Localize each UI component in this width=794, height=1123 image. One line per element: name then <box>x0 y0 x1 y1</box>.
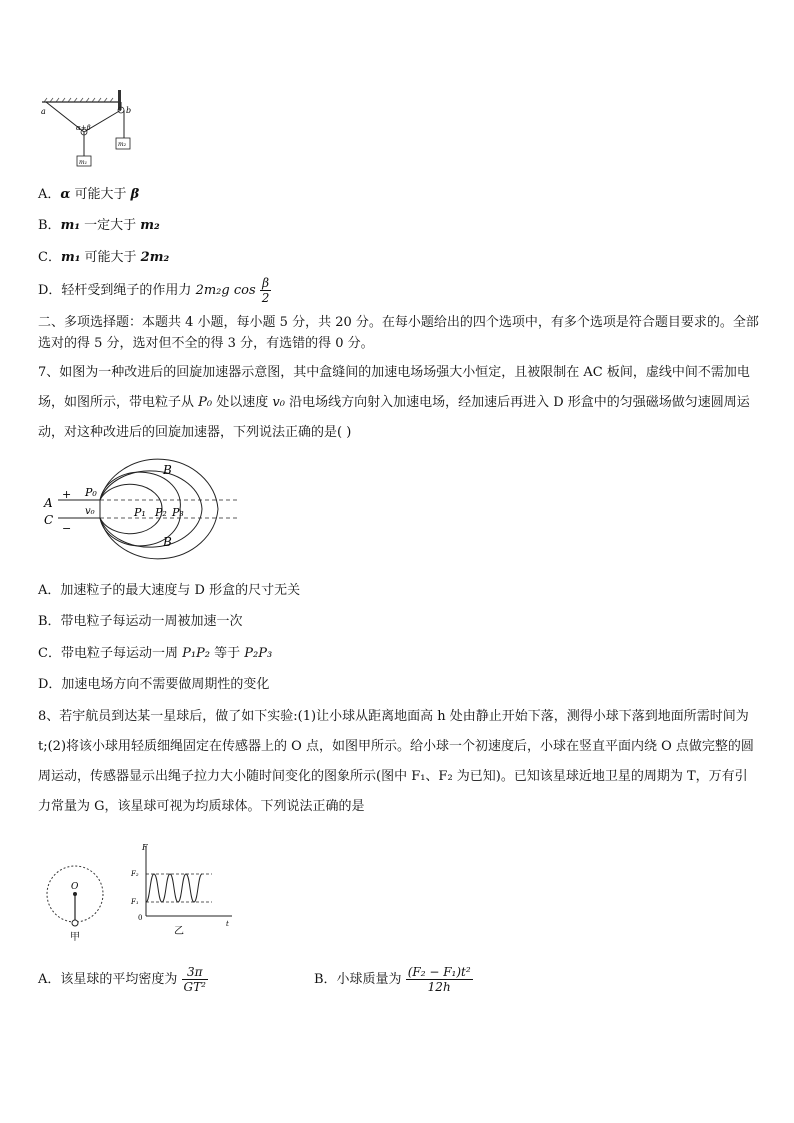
plate-c-label: C <box>44 513 54 527</box>
q7-stem-part1: 7、如图为一种改进后的回旋加速器示意图，其中盒缝间的加速电场场强大小恒定，且被限制在 AC 板间，虚线中间不需加电场，如图所示，带电粒子从 <box>38 365 750 410</box>
p0-label: P₀ <box>85 486 97 499</box>
section-2-header: 二、多项选择题：本题共 4 小题，每小题 5 分，共 20 分。在每小题给出的四个选项中，有多个选项是符合题目要求的。全部选对的得 5 分，选对但不全的得 3 分，有选错的得 0 分。 <box>38 315 759 351</box>
label-a: a <box>41 107 46 116</box>
option-c-segment2: P₂P₃ <box>244 646 273 661</box>
q7-stem-part2: 处以速度 <box>212 395 273 410</box>
option-c-text: 可能大于 <box>80 250 141 265</box>
label-angles: α+β <box>76 124 91 132</box>
fraction-numerator: 3π <box>182 965 208 980</box>
fraction-numerator: (F₂ − F₁)t² <box>407 965 471 979</box>
p1-label: P₁ <box>134 506 146 519</box>
v0-label: v₀ <box>85 506 95 517</box>
label-b: b <box>126 106 132 115</box>
field-b-top-label: B <box>163 463 172 477</box>
option-a-text: 可能大于 <box>70 187 131 202</box>
q6-option-d[interactable] <box>38 276 271 306</box>
q7-option-a[interactable]: A．加速粒子的最大速度与 D 形盒的尺寸无关 <box>38 583 301 598</box>
fraction-numerator: β <box>260 276 272 291</box>
q8-option-a[interactable] <box>38 962 208 998</box>
q7-stem-part3: 沿电场线方向射入加速电场，经加速后再进入 D 形盒中的匀强磁场做匀速圆周运动，对这种改进后的回旋加速器，下列说法正确的是( ) <box>38 395 750 440</box>
origin-label: 0 <box>138 914 143 922</box>
option-b-prefix: B．小球质量为 <box>314 972 402 987</box>
p3-label: P₃ <box>172 506 184 519</box>
option-a-var2: β <box>130 187 140 202</box>
option-c-segment1: P₁P₂ <box>182 646 211 661</box>
label-m1: m₁ <box>79 159 88 166</box>
option-a-prefix: A．该星球的平均密度为 <box>38 972 178 987</box>
option-b-var2: m₂ <box>140 218 160 233</box>
q8-option-b[interactable] <box>314 962 473 998</box>
cyclotron-figure <box>38 452 248 572</box>
minus-sign: − <box>62 522 72 535</box>
option-c-var1: m₁ <box>60 250 81 265</box>
q6-option-c[interactable] <box>38 249 169 267</box>
option-a-fraction <box>182 965 208 994</box>
option-c-prefix: C．带电粒子每运动一周 <box>38 646 183 661</box>
option-d-prefix: D．轻杆受到绳子的作用力 <box>38 283 192 298</box>
q7-stem <box>38 358 760 448</box>
plate-a-label: A <box>44 496 53 510</box>
option-b-var1: m₁ <box>60 218 81 233</box>
point-o-label: O <box>71 882 79 892</box>
figure-yi <box>128 842 238 942</box>
p2-label: P₂ <box>155 506 167 519</box>
plus-sign: + <box>62 488 72 501</box>
q7-option-b[interactable]: B．带电粒子每运动一周被加速一次 <box>38 614 243 629</box>
q7-option-d[interactable]: D．加速电场方向不需要做周期性的变化 <box>38 677 270 692</box>
q7-stem-p0: P₀ <box>198 395 213 410</box>
f2-label: F₂ <box>131 870 139 878</box>
option-c-mid: 等于 <box>210 646 245 661</box>
q7-option-c[interactable] <box>38 645 272 663</box>
option-c-var2: 2m₂ <box>140 250 170 265</box>
fraction-denominator: 12h <box>427 980 451 994</box>
q6-option-a[interactable] <box>38 186 139 204</box>
figure-jia <box>38 856 110 946</box>
figure-jia-caption: 甲 <box>70 932 80 943</box>
axis-t-label: t <box>226 920 229 928</box>
fraction-denominator: 2 <box>261 291 270 305</box>
option-d-fraction <box>260 276 272 305</box>
pulley-figure <box>38 88 148 172</box>
field-b-bottom-label: B <box>163 535 172 549</box>
option-d-expr: 2m₂g cos <box>195 283 256 298</box>
f1-label: F₁ <box>131 898 139 906</box>
q7-stem-v0: v₀ <box>272 395 285 410</box>
option-b-prefix: B． <box>38 218 61 233</box>
option-a-prefix: A． <box>38 187 61 202</box>
option-c-prefix: C． <box>38 250 61 265</box>
axis-f-label: F <box>142 843 148 852</box>
option-b-fraction <box>406 965 473 994</box>
figure-yi-caption: 乙 <box>174 926 184 937</box>
label-m2: m₂ <box>118 141 127 148</box>
option-a-var1: α <box>60 187 71 202</box>
fraction-denominator: GT² <box>183 980 206 994</box>
q8-stem: 8、若宇航员到达某一星球后，做了如下实验:(1)让小球从距离地面高 h 处由静止开始下落，测得小球下落到地面所需时间为 t;(2)将该小球用轻质细绳固定在传感器上的 O 点，如图甲所示。给小球一个初速度后，小球在竖直平面内绕 O 点做完整的圆周运动，传感器显示出绳子拉力大小随时间变化的图象所示(图中 F₁、F₂ 为已知)。已知该星球近地卫星的周期为 T，万有引力常量为 G，该星球可视为均质球体。下列说法正确的是 <box>38 709 754 814</box>
option-b-text: 一定大于 <box>80 218 141 233</box>
q6-option-b[interactable] <box>38 217 160 235</box>
